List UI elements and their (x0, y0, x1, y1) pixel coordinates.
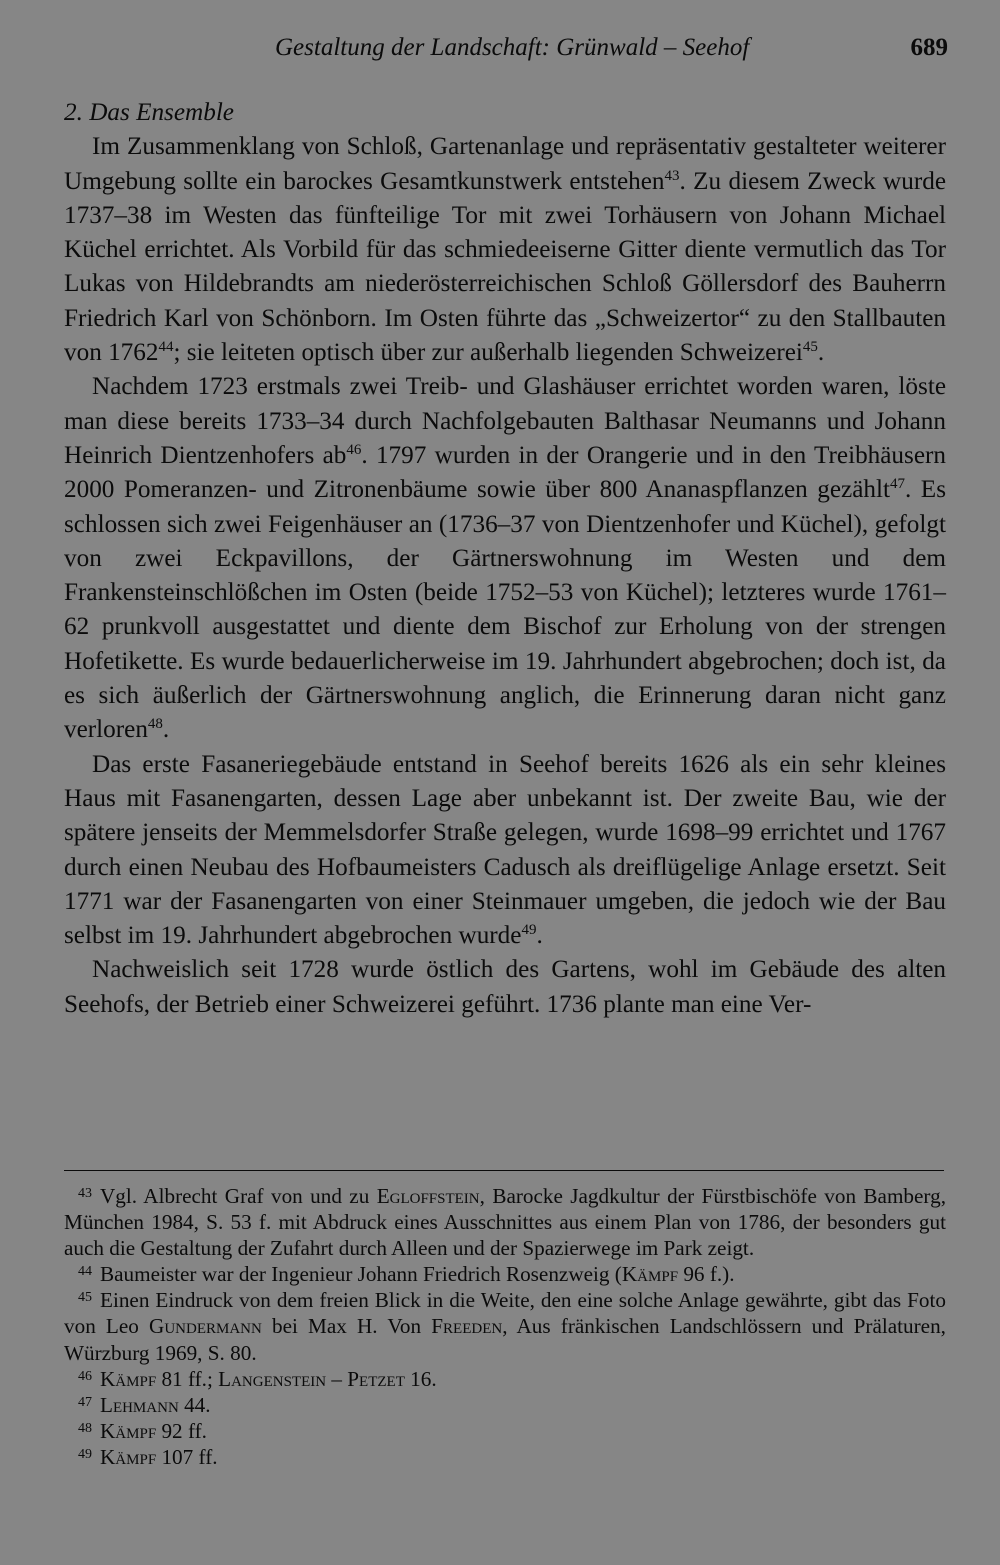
footnote-number: 48 (78, 1420, 92, 1436)
paragraph-text: . (162, 716, 170, 744)
paragraph-text: . 1797 wurden in der Orangerie und in den Treibhäusern 2000 Pomeranzen- und Zitronenbäume sowie über 800 Ananaspflanzen gezählt (64, 441, 946, 504)
section-heading: 2. Das Ensemble (64, 99, 234, 126)
paragraph-text: Das erste Fasaneriegebäude entstand in Seehof bereits 1626 als ein sehr kleines Haus mit Fasanengarten, dessen Lage aber unbekannt ist. Der zweite Bau, wie der spätere jenseits der Memmelsdorfer Straße gelegen, wurde 1698–99 errichtet und 1767 durch einen Neubau des Hofbaumeisters Cadusch als dreiflügelige Anlage ersetzt. Seit 1771 war der Fasanengarten von einer Steinmauer umgeben, die jedoch wie der Bau selbst im 19. Jahrhundert abgebrochen wurde (64, 750, 946, 950)
footnote-number: 45 (78, 1290, 92, 1306)
footnote-text: 92 ff. (156, 1418, 207, 1443)
footnote-author: Kämpf (100, 1418, 157, 1443)
paragraph (64, 953, 946, 1022)
footnote-author: Egloffstein (376, 1184, 480, 1208)
footnote-ref: 45 (802, 339, 818, 356)
footnote-text: 44. (178, 1392, 211, 1417)
paragraph (64, 130, 946, 370)
paragraph-text: Nachweislich seit 1728 wurde östlich des Gartens, wohl im Gebäude des alten Seehofs, der Betrieb einer Schweizerei geführt. 1736 plante man eine Ver- (64, 956, 946, 1018)
paragraph-text: . Zu diesem Zweck wurde 1737–38 im Westen das fünfteilige Tor mit zwei Torhäusern von Johann Michael Küchel errichtet. Als Vorbild für das schmiedeeiserne Gitter diente vermutlich das Tor Lukas von Hildebrandts am niederösterreichischen Schloß Göllersdorf des Bauherrn Friedrich Karl von Schönborn. Im Osten führte das „Schweizertor“ zu den Stallbauten von 1762 (64, 167, 946, 367)
main-text (64, 96, 946, 1022)
paragraph-text: ; sie leiteten optisch über zur außerhalb liegenden Schweizerei (173, 339, 803, 367)
footnote-author: Freeden (431, 1314, 503, 1339)
footnote-author: Kämpf (100, 1444, 157, 1469)
footnote-text: , Barocke Jagdkultur der Fürstbischöfe von Bamberg, München 1984, S. 53 f. mit Abdruck eines Ausschnittes aus einem Plan von 1786, der besonders gut auch die Gestaltung der Zufahrt durch Alleen und der Spazierwege im Park zeigt. (64, 1184, 946, 1261)
footnote-ref: 44 (158, 339, 174, 356)
footnotes (64, 1183, 946, 1470)
footnote-number: 46 (78, 1368, 92, 1384)
footnote-text: 107 ff. (156, 1444, 218, 1469)
footnote-author: Kämpf (100, 1366, 157, 1391)
footnote-ref: 47 (889, 476, 905, 493)
footnote-author: Langenstein – Petzet (218, 1366, 405, 1391)
footnote (64, 1418, 946, 1444)
footnote-text: Einen Eindruck von dem freien Blick in die Weite, den eine solche Anlage gewährte, gibt das Foto von Leo (64, 1288, 946, 1339)
footnote-ref: 49 (521, 922, 537, 939)
footnote-author: Kämpf (621, 1262, 679, 1287)
running-header-title: Gestaltung der Landschaft: Grünwald – Seehof (275, 34, 750, 61)
footnote-divider (64, 1170, 944, 1171)
paragraph (64, 370, 946, 747)
footnote-text: Baumeister war der Ingenieur Johann Friedrich Rosenzweig ( (100, 1262, 622, 1287)
footnote (64, 1287, 946, 1365)
paragraph (64, 748, 946, 954)
paragraph-text: . Es schlossen sich zwei Feigenhäuser an (1736–37 von Dientzenhofer und Küchel), gefolgt von zwei Eckpavillons, der Gärtnerswohnung im Westen und dem Frankensteinschlößchen im Osten (beide 1752–53 von Küchel); letzteres wurde 1761–62 prunkvoll ausgestattet und diente dem Bischof zur Erholung von der strengen Hofetikette. Es wurde bedauerlicherweise im 19. Jahrhundert abgebrochen; doch ist, da es sich äußerlich der Gärtnerswohnung anglich, die Erinnerung daran nicht ganz verloren (64, 476, 946, 744)
footnote-text: 16. (404, 1366, 437, 1391)
footnote-author: Lehmann (100, 1392, 179, 1417)
footnote-number: 43 (78, 1186, 92, 1201)
footnote-ref: 48 (147, 716, 163, 733)
footnote-ref: 43 (664, 167, 680, 184)
paragraph-text: Nachdem 1723 erstmals zwei Treib- und Glashäuser errichtet worden waren, löste man diese bereits 1733–34 durch Nachfolgebauten Balthasar Neumanns und Johann Heinrich Dientzenhofers ab (64, 373, 946, 469)
footnote-text: 96 f.). (678, 1262, 735, 1287)
footnote-text: Vgl. Albrecht Graf von und zu (100, 1184, 377, 1208)
footnote-text: , Aus fränkischen Landschlössern und Prälaturen, Würzburg 1969, S. 80. (64, 1314, 946, 1365)
footnote-number: 47 (78, 1394, 92, 1410)
footnote-ref: 46 (346, 441, 362, 458)
footnote-author: Gundermann (149, 1314, 262, 1339)
paragraph-text: . (536, 922, 543, 950)
paragraph-text: Im Zusammenklang von Schloß, Gartenanlage und repräsentativ gestalteter weiterer Umgebung sollte ein barockes Gesamtkunstwerk entstehen (64, 133, 946, 195)
footnote (64, 1392, 946, 1418)
footnote-number: 49 (78, 1446, 92, 1462)
footnote-text: 81 ff.; (156, 1366, 219, 1391)
footnote (64, 1366, 946, 1392)
footnote (64, 1261, 946, 1287)
footnote-text: bei Max H. Von (261, 1314, 432, 1339)
paragraph-text: . (817, 339, 825, 367)
footnote-number: 44 (78, 1264, 92, 1280)
footnote (64, 1444, 946, 1470)
page-number: 689 (910, 34, 948, 61)
footnote (64, 1183, 946, 1261)
